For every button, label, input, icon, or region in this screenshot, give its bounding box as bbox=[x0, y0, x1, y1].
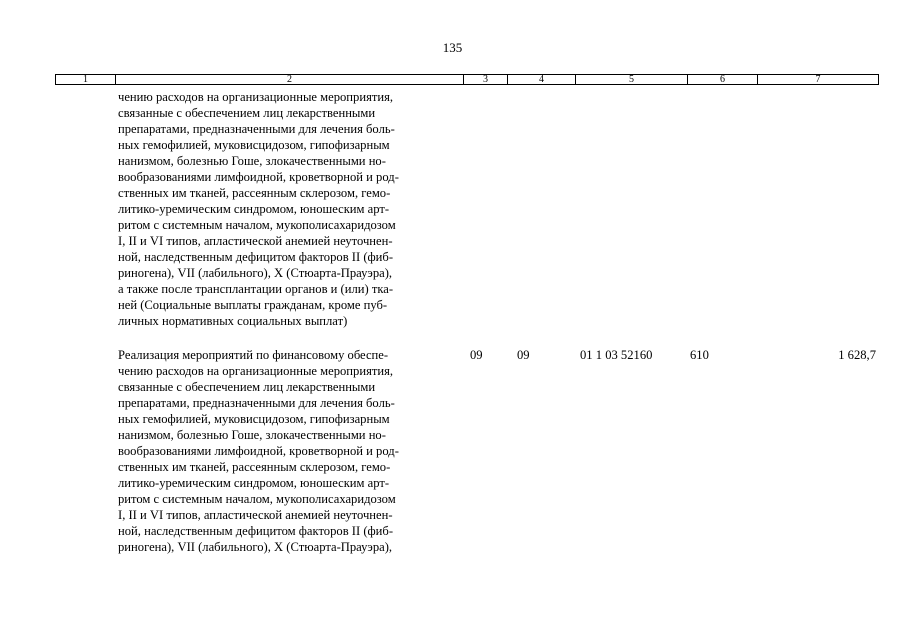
text-line: литико-уремическим синдромом, юношеским арт- bbox=[118, 202, 390, 216]
text-line: ней (Социальные выплаты гражданам, кроме пуб- bbox=[118, 298, 388, 312]
text-line: препаратами, предназначенными для лечения боль- bbox=[118, 396, 395, 410]
text-line: ных гемофилией, муковисцидозом, гипофизарным bbox=[118, 138, 390, 152]
text-line: ственных им тканей, рассеянным склерозом, гемо- bbox=[118, 460, 391, 474]
text-line: ритом с системным началом, мукополисахаридозом bbox=[118, 492, 396, 506]
text-line: связанные с обеспечением лиц лекарственными bbox=[118, 380, 376, 394]
text-line: связанные с обеспечением лиц лекарственными bbox=[118, 106, 376, 120]
text-line: I, II и VI типов, апластической анемией неуточнен- bbox=[118, 234, 393, 248]
expense-type-code: 610 bbox=[690, 348, 709, 362]
text-line: литико-уремическим синдромом, юношеским арт- bbox=[118, 476, 390, 490]
text-line: а также после трансплантации органов и (или) тка- bbox=[118, 282, 394, 296]
column-header-3: 3 bbox=[464, 75, 508, 84]
text-line: Реализация мероприятий по финансовому обеспе- bbox=[118, 348, 389, 362]
text-line: чению расходов на организационные мероприятия, bbox=[118, 90, 394, 104]
page-number: 135 bbox=[442, 40, 463, 55]
amount-value: 1 628,7 bbox=[838, 348, 876, 362]
column-header-6: 6 bbox=[688, 75, 758, 84]
column-number-header bbox=[55, 74, 879, 85]
text-line: I, II и VI типов, апластической анемией неуточнен- bbox=[118, 508, 393, 522]
text-line: нанизмом, болезнью Гоше, злокачественными но- bbox=[118, 428, 386, 442]
text-line: ных гемофилией, муковисцидозом, гипофизарным bbox=[118, 412, 390, 426]
text-line: вообразованиями лимфоидной, кроветворной и род- bbox=[118, 170, 399, 184]
text-line: личных нормативных социальных выплат) bbox=[118, 314, 348, 328]
text-line: чению расходов на организационные мероприятия, bbox=[118, 364, 394, 378]
column-header-5: 5 bbox=[576, 75, 688, 84]
target-article-code: 01 1 03 52160 bbox=[580, 348, 653, 362]
continued-row-description bbox=[118, 89, 468, 329]
text-line: риногена), VII (лабильного), X (Стюарта-Прауэра), bbox=[118, 266, 393, 280]
text-line: ной, наследственным дефицитом факторов II (фиб- bbox=[118, 524, 394, 538]
text-line: риногена), VII (лабильного), X (Стюарта-Прауэра), bbox=[118, 540, 393, 554]
text-line: ритом с системным началом, мукополисахаридозом bbox=[118, 218, 396, 232]
column-header-7: 7 bbox=[815, 74, 821, 85]
row-description bbox=[118, 347, 468, 555]
subsection-code: 09 bbox=[517, 348, 530, 362]
text-line: нанизмом, болезнью Гоше, злокачественными но- bbox=[118, 154, 386, 168]
text-line: препаратами, предназначенными для лечения боль- bbox=[118, 122, 395, 136]
text-line: ственных им тканей, рассеянным склерозом, гемо- bbox=[118, 186, 391, 200]
column-header-1: 1 bbox=[56, 75, 116, 84]
section-code: 09 bbox=[470, 348, 483, 362]
column-header-4: 4 bbox=[508, 75, 576, 84]
text-line: ной, наследственным дефицитом факторов II (фиб- bbox=[118, 250, 394, 264]
text-line: вообразованиями лимфоидной, кроветворной и род- bbox=[118, 444, 399, 458]
column-header-2: 2 bbox=[116, 75, 464, 84]
